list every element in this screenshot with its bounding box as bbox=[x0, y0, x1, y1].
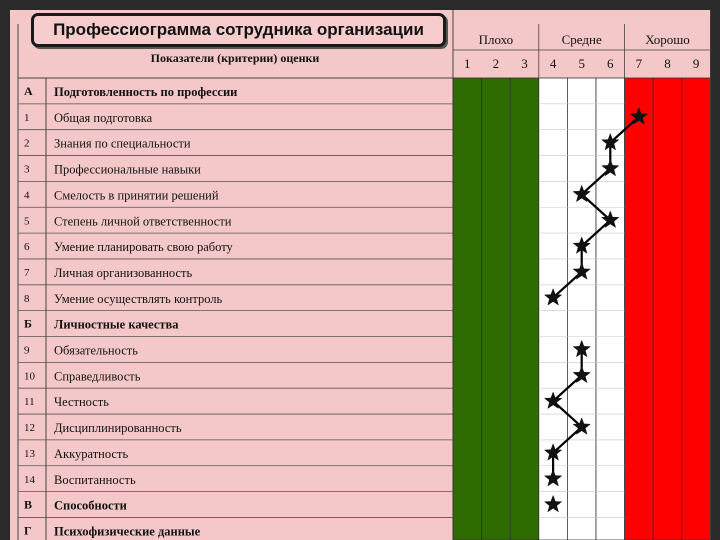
criterion-label: Обязательность bbox=[54, 343, 138, 358]
rating-tick-label: 7 bbox=[635, 56, 643, 71]
rating-column-1 bbox=[453, 78, 482, 540]
row-code: 14 bbox=[24, 473, 35, 486]
page-title: Профессиограмма сотрудника организации bbox=[53, 20, 424, 39]
criterion-label: Воспитанность bbox=[54, 472, 136, 487]
rating-column-2 bbox=[482, 78, 511, 540]
row-code: 10 bbox=[24, 370, 35, 383]
criterion-label: Аккуратность bbox=[54, 446, 129, 461]
title-box bbox=[31, 13, 446, 47]
criterion-label: Справедливость bbox=[54, 369, 141, 384]
rating-tick-label: 1 bbox=[464, 56, 471, 71]
rating-tick-label: 9 bbox=[692, 56, 700, 71]
row-code: 5 bbox=[24, 215, 30, 228]
row-code: 9 bbox=[24, 344, 30, 357]
rating-tick-label: 2 bbox=[492, 56, 500, 71]
row-code: 8 bbox=[24, 292, 30, 305]
row-code: 11 bbox=[24, 396, 35, 409]
criterion-label: Честность bbox=[54, 395, 109, 410]
rating-column-5 bbox=[567, 78, 596, 540]
criterion-label: Умение осуществлять контроль bbox=[54, 291, 223, 306]
row-code: В bbox=[24, 497, 33, 512]
rating-column-7 bbox=[625, 78, 654, 540]
rating-tick-label: 3 bbox=[521, 56, 528, 71]
rating-column-3 bbox=[510, 78, 539, 540]
row-code: 7 bbox=[24, 266, 30, 279]
row-code: 6 bbox=[24, 241, 30, 254]
criterion-label: Умение планировать свою работу bbox=[54, 240, 233, 255]
row-code: 4 bbox=[24, 189, 30, 202]
criterion-label: Знания по специальности bbox=[54, 136, 191, 151]
row-code: Г bbox=[24, 523, 32, 538]
rating-group-label: Плохо bbox=[478, 32, 514, 47]
criterion-label: Общая подготовка bbox=[54, 110, 153, 125]
rating-group-label: Средне bbox=[561, 32, 602, 47]
criterion-label: Дисциплинированность bbox=[54, 421, 182, 436]
row-code: А bbox=[24, 84, 33, 98]
rating-tick-label: 5 bbox=[578, 56, 585, 71]
row-code: 13 bbox=[24, 447, 35, 460]
rating-column-9 bbox=[682, 78, 711, 540]
section-label: Способности bbox=[54, 498, 127, 513]
row-code: Б bbox=[24, 316, 32, 331]
rating-group-label: Хорошо bbox=[645, 32, 690, 47]
section-label: Психофизические данные bbox=[54, 524, 201, 539]
criteria-header: Показатели (критерии) оценки bbox=[150, 51, 320, 65]
row-code: 12 bbox=[24, 422, 35, 435]
rating-tick-label: 6 bbox=[607, 56, 614, 71]
section-label: Личностные качества bbox=[54, 317, 179, 332]
criterion-label: Личная организованность bbox=[54, 265, 193, 280]
rating-tick-label: 8 bbox=[664, 56, 671, 71]
row-code: 3 bbox=[24, 163, 30, 176]
criterion-label: Смелость в принятии решений bbox=[54, 188, 219, 203]
criterion-label: Профессиональные навыки bbox=[54, 162, 201, 177]
row-code: 1 bbox=[24, 111, 30, 124]
row-code: 2 bbox=[24, 137, 30, 150]
rating-column-8 bbox=[653, 78, 682, 540]
rating-tick-label: 4 bbox=[549, 56, 557, 71]
criterion-label: Степень личной ответственности bbox=[54, 214, 232, 229]
section-label: Подготовленность по профессии bbox=[54, 85, 238, 99]
